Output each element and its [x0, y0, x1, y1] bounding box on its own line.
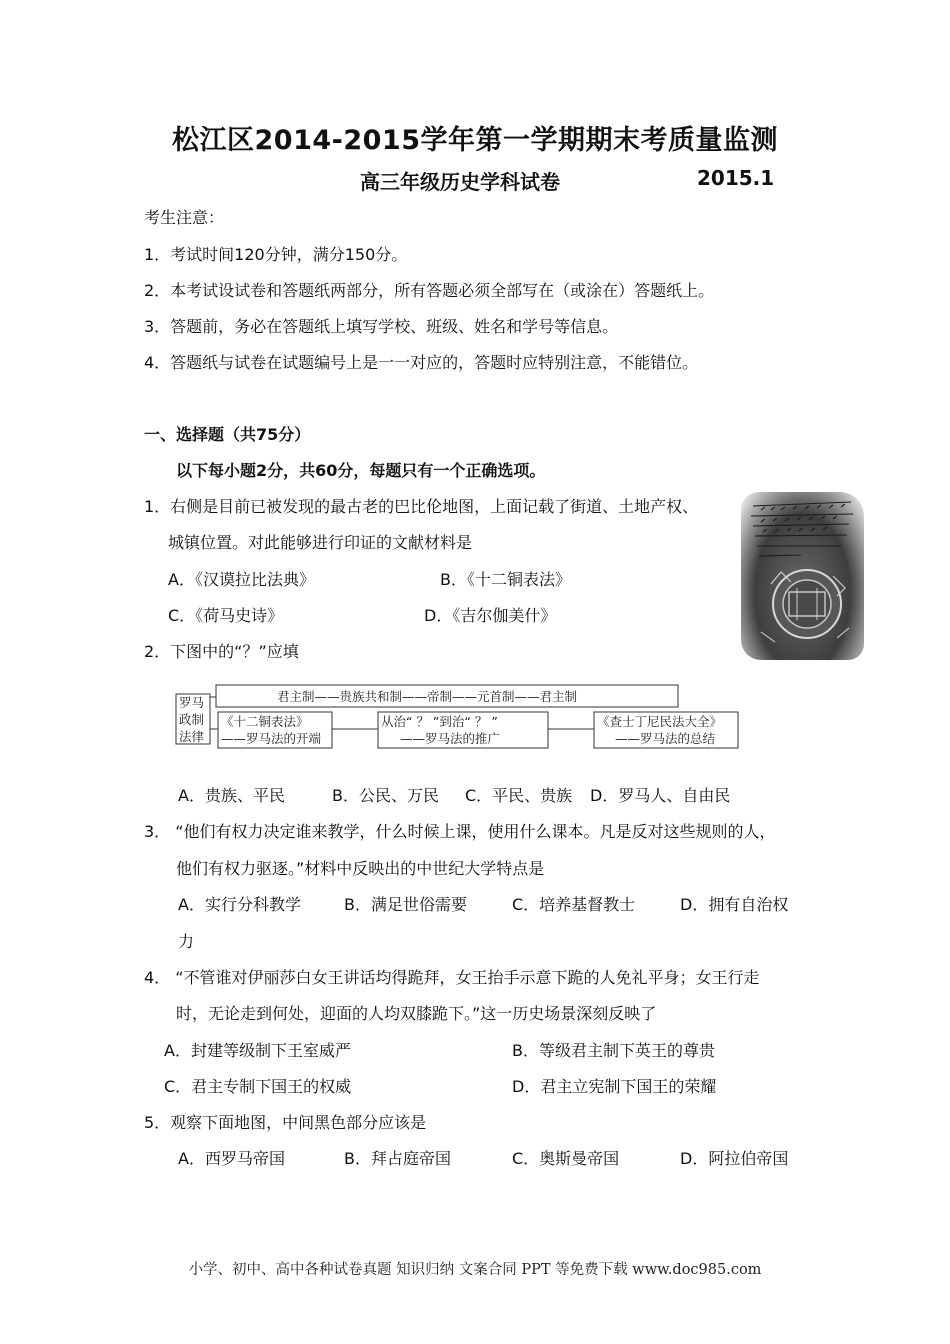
question-5-option-a: A．西罗马帝国: [178, 1149, 285, 1168]
notice-item: 4．答题纸与试卷在试题编号上是一一对应的，答题时应特别注意，不能错位。: [144, 353, 699, 372]
question-1-option-c: C．《荷马史诗》: [168, 606, 284, 625]
diagram-box-2-title: 从治“ ？ ”到治“ ？ ”: [381, 714, 498, 729]
question-5-option-c: C．奥斯曼帝国: [512, 1149, 620, 1168]
question-4-option-b: B．等级君主制下英王的尊贵: [512, 1041, 715, 1060]
footer-text: 小学、初中、高中各种试卷真题 知识归纳 文案合同 PPT 等免费下载 www.doc985.com: [188, 1262, 762, 1278]
exam-date: 2015.1: [697, 166, 775, 190]
question-3-option-d-wrap: 力: [178, 932, 195, 951]
question-1-option-b: B．《十二铜表法》: [440, 570, 571, 589]
question-1-option-a: A．《汉谟拉比法典》: [168, 570, 315, 589]
diagram-box-3-note: ——罗马法的总结: [615, 731, 716, 746]
babylonian-map-tablet-image: [741, 492, 864, 660]
question-3-option-b: B．满足世俗需要: [344, 895, 467, 914]
question-4-stem: 4． “不管谁对伊丽莎白女王讲话均得跪拜，女王抬手示意下跪的人免礼平身；女王行走: [144, 968, 760, 987]
page-subtitle: 高三年级历史学科试卷: [360, 170, 560, 194]
diagram-box-1-title: 《十二铜表法》: [221, 714, 309, 729]
notice-heading: 考生注意：: [144, 208, 225, 227]
question-3-option-a: A．实行分科教学: [178, 895, 301, 914]
question-4-stem: 时，无论走到何处，迎面的人均双膝跪下。”这一历史场景深刻反映了: [176, 1004, 657, 1023]
diagram-side-label: 政制: [179, 712, 205, 727]
diagram-side-label: 法律: [179, 729, 205, 744]
question-4-option-c: C．君主专制下国王的权威: [164, 1077, 352, 1096]
question-5-option-b: B．拜占庭帝国: [344, 1149, 451, 1168]
question-1-option-d: D．《吉尔伽美什》: [424, 606, 557, 625]
diagram-side-label: 罗马: [179, 695, 205, 710]
question-3-option-d: D．拥有自治权: [680, 895, 789, 914]
question-4-option-a: A．封建等级制下王室威严: [164, 1041, 351, 1060]
question-2-option-d: D．罗马人、自由民: [590, 786, 731, 805]
page-title: 松江区2014-2015学年第一学期期末考质量监测: [172, 125, 778, 156]
question-1-stem: 城镇位置。对此能够进行印证的文献材料是: [168, 533, 473, 552]
question-3-stem: 他们有权力驱逐。”材料中反映出的中世纪大学特点是: [176, 859, 545, 878]
section-heading: 一、选择题（共75分）: [144, 425, 311, 444]
question-3-option-c: C．培养基督教士: [512, 895, 636, 914]
question-4-option-d: D．君主立宪制下国王的荣耀: [512, 1077, 717, 1096]
question-1-stem: 1．右侧是目前已被发现的最古老的巴比伦地图，上面记载了街道、土地产权、: [144, 497, 699, 516]
question-3-stem: 3． “他们有权力决定谁来教学，什么时候上课，使用什么课本。凡是反对这些规则的人，: [144, 822, 776, 841]
notice-item: 2．本考试设试卷和答题纸两部分，所有答题必须全部写在（或涂在）答题纸上。: [144, 281, 715, 300]
question-5-stem: 5．观察下面地图，中间黑色部分应该是: [144, 1113, 427, 1132]
notice-item: 3．答题前，务必在答题纸上填写学校、班级、姓名和学号等信息。: [144, 317, 619, 336]
question-2-option-c: C．平民、贵族: [465, 786, 573, 805]
section-instruction: 以下每小题2分，共60分，每题只有一个正确选项。: [176, 461, 546, 480]
diagram-top-row: 君主制——贵族共和制——帝制——元首制——君主制: [277, 689, 578, 704]
diagram-box-2-note: ——罗马法的推广: [400, 731, 501, 746]
question-2-option-b: B．公民、万民: [332, 786, 439, 805]
diagram-box-3-title: 《查士丁尼民法大全》: [597, 714, 723, 729]
question-2-option-a: A．贵族、平民: [178, 786, 285, 805]
roman-law-diagram: [174, 680, 744, 760]
question-5-option-d: D．阿拉伯帝国: [680, 1149, 789, 1168]
question-2-stem: 2．下图中的“？”应填: [144, 642, 299, 661]
notice-item: 1．考试时间120分钟，满分150分。: [144, 245, 408, 264]
diagram-box-1-note: ——罗马法的开端: [221, 731, 322, 746]
